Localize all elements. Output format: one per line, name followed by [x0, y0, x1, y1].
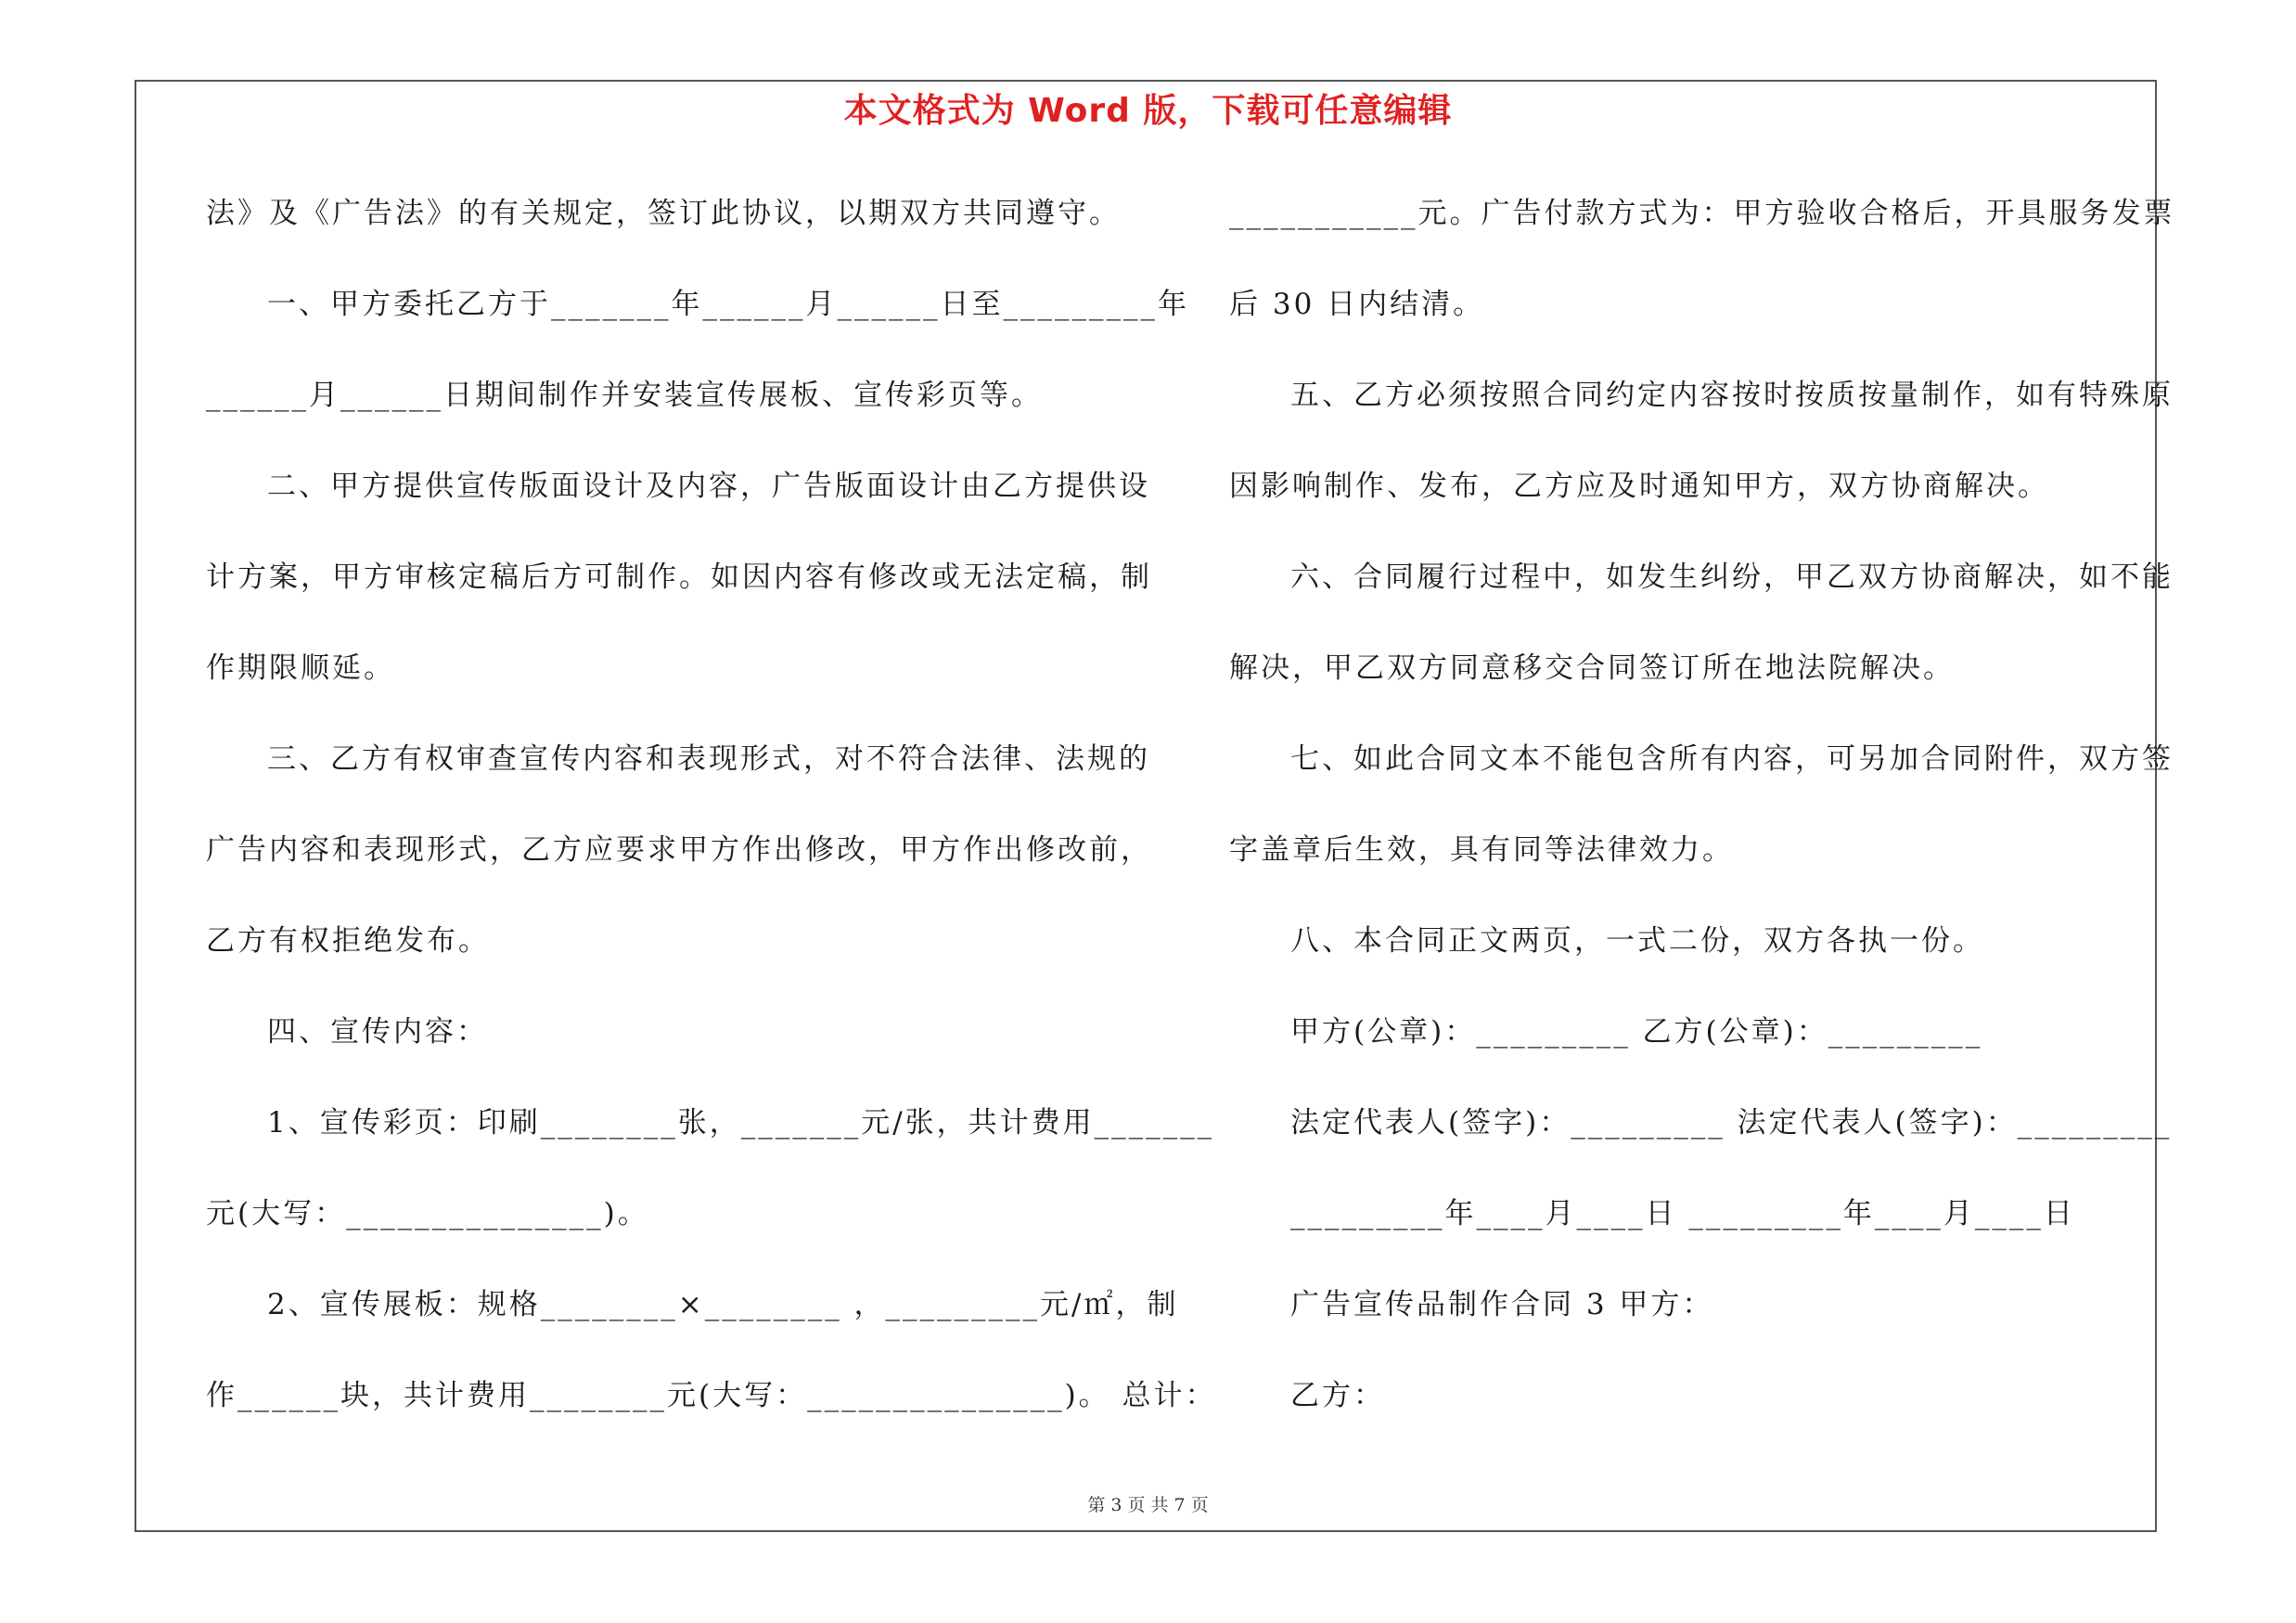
signature-line: 法定代表人(签字)：_________ 法定代表人(签字)：_________ [1290, 1106, 2173, 1140]
paragraph-line: ___________元。广告付款方式为：甲方验收合格后，开具服务发票 [1229, 197, 2175, 230]
paragraph-line: 五、乙方必须按照合同约定内容按时按质按量制作，如有特殊原 [1290, 379, 2174, 412]
paragraph-line: 计方案，甲方审核定稿后方可制作。如因内容有修改或无法定稿，制 [206, 560, 1152, 594]
party-line: 乙方： [1290, 1379, 1385, 1412]
format-banner: 本文格式为 Word 版，下载可任意编辑 [843, 92, 1453, 130]
paragraph-line: 八、本合同正文两页，一式二份，双方各执一份。 [1290, 924, 1984, 958]
paragraph-line: 七、如此合同文本不能包含所有内容，可另加合同附件，双方签 [1290, 742, 2174, 776]
paragraph-line: 作期限顺延。 [206, 651, 395, 685]
paragraph-line: ______月______日期间制作并安装宣传展板、宣传彩页等。 [206, 379, 1043, 412]
paragraph-line: 三、乙方有权审查宣传内容和表现形式，对不符合法律、法规的 [267, 742, 1150, 776]
contract-heading-line: 广告宣传品制作合同 3 甲方： [1290, 1288, 1714, 1321]
paragraph-line: 元(大写：_______________)。 [206, 1197, 649, 1230]
paragraph-line: 后 30 日内结清。 [1229, 288, 1485, 321]
page-number: 第 3 页 共 7 页 [1087, 1495, 1209, 1515]
paragraph-line: 六、合同履行过程中，如发生纠纷，甲乙双方协商解决，如不能 [1290, 560, 2174, 594]
paragraph-line: 字盖章后生效，具有同等法律效力。 [1229, 833, 1734, 867]
date-line: _________年____月____日 _________年____月____日 [1290, 1197, 2075, 1230]
signature-line: 甲方(公章)：_________ 乙方(公章)：_________ [1290, 1015, 1983, 1049]
paragraph-line: 二、甲方提供宣传版面设计及内容，广告版面设计由乙方提供设 [267, 470, 1150, 503]
paragraph-line: 法》及《广告法》的有关规定，签订此协议，以期双方共同遵守。 [206, 197, 1121, 230]
paragraph-line: 四、宣传内容： [267, 1015, 488, 1049]
paragraph-line: 因影响制作、发布，乙方应及时通知甲方，双方协商解决。 [1229, 470, 2049, 503]
paragraph-line: 乙方有权拒绝发布。 [206, 924, 490, 958]
paragraph-line: 1、宣传彩页：印刷________张，_______元/张，共计费用_______ [267, 1106, 1215, 1140]
paragraph-line: 广告内容和表现形式，乙方应要求甲方作出修改，甲方作出修改前， [206, 833, 1152, 867]
right-column [1229, 186, 2175, 1459]
paragraph-line: 解决，甲乙双方同意移交合同签订所在地法院解决。 [1229, 651, 1955, 685]
paragraph-line: 2、宣传展板：规格________×________ ，_________元/㎡，制 [267, 1288, 1179, 1321]
paragraph-line: 作______块，共计费用________元(大写：_______________)。 总计： [206, 1379, 1217, 1412]
paragraph-line: 一、甲方委托乙方于_______年______月______日至_________年 [267, 288, 1189, 321]
left-column [206, 186, 1217, 1459]
